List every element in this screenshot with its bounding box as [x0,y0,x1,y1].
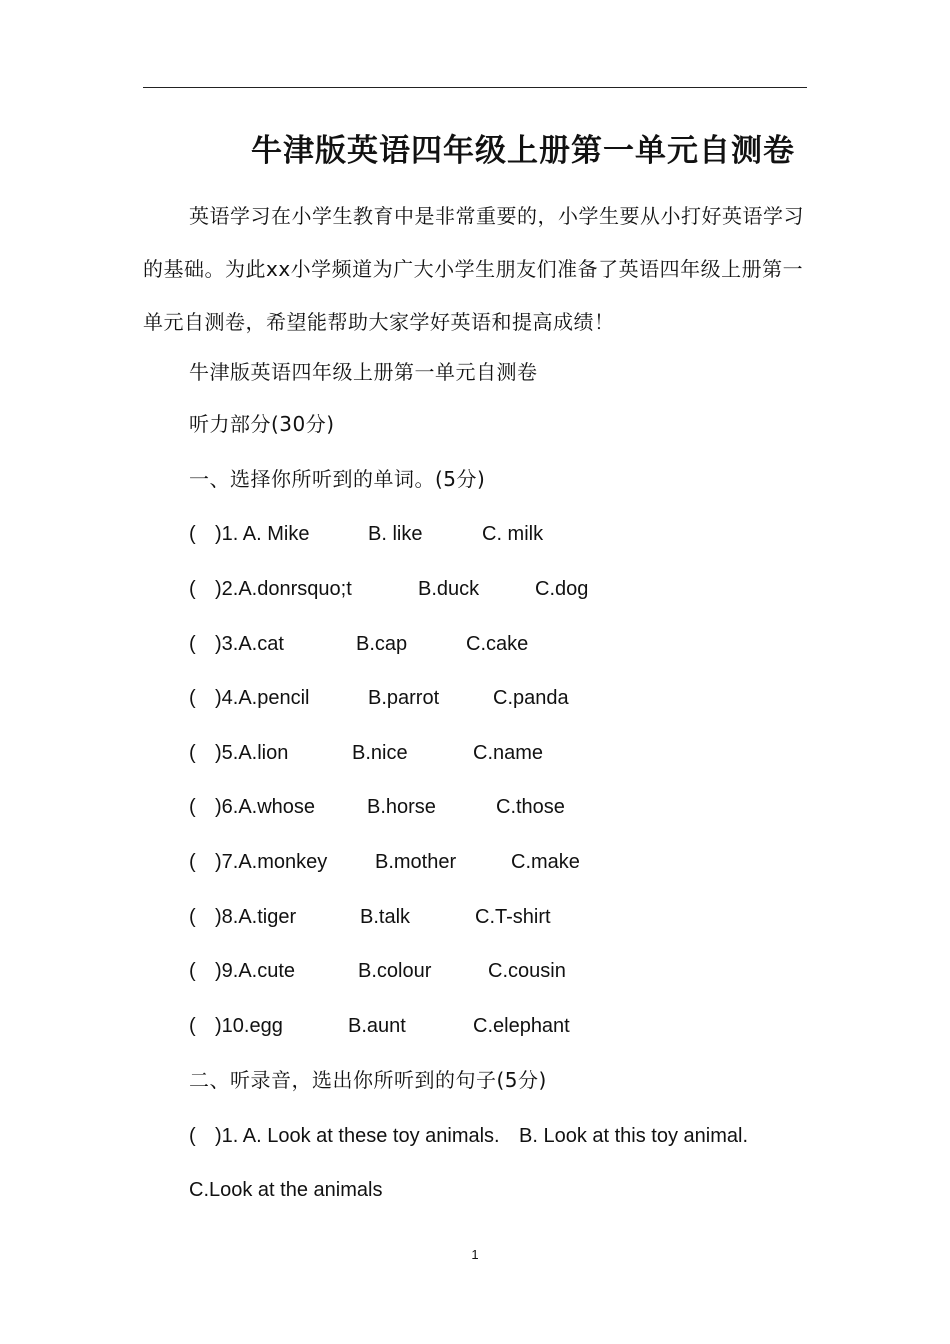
option-c: C.Look at the animals [189,1179,383,1201]
subtitle: 牛津版英语四年级上册第一单元自测卷 [189,360,538,384]
option-c: C.dog [535,578,589,600]
option-a: )5.A.lion [215,742,289,764]
option-a: )7.A.monkey [215,851,328,873]
intro-paragraph: 英语学习在小学生教育中是非常重要的，小学生要从小打好英语学习的基础。为此xx小学频道为广大小学生朋友们准备了英语四年级上册第一单元自测卷，希望能帮助大家学好英语和提高成绩！ [143,204,804,334]
option-b: B.nice [352,742,408,764]
answer-paren: ( [189,578,196,600]
option-a: )1. A. Mike [215,523,310,545]
option-c: C.those [496,796,565,818]
answer-paren: ( [189,851,196,873]
answer-paren: ( [189,1125,196,1147]
answer-paren: ( [189,687,196,709]
section2-heading: 二、听录音，选出你所听到的句子(5分) [189,1068,547,1092]
option-b: B.horse [367,796,436,818]
header-rule [143,87,807,88]
option-b: B.mother [375,851,457,873]
option-b: B.colour [358,960,432,982]
option-c: C.elephant [473,1015,570,1037]
answer-paren: ( [189,633,196,655]
option-c: C.make [511,851,580,873]
option-c: C.panda [493,687,569,709]
option-a: )2.A.donrsquo;t [215,578,352,600]
answer-paren: ( [189,1015,196,1037]
option-c: C.T-shirt [475,906,551,928]
option-b: B.aunt [348,1015,406,1037]
section1-heading: 一、选择你所听到的单词。(5分) [189,467,486,491]
option-b: B. Look at this toy animal. [519,1125,749,1147]
answer-paren: ( [189,906,196,928]
document-title: 牛津版英语四年级上册第一单元自测卷 [251,133,795,169]
page-number: 1 [471,1247,479,1262]
option-a: )9.A.cute [215,960,296,982]
option-c: C.name [473,742,544,764]
option-a: )3.A.cat [215,633,284,655]
option-b: B.duck [418,578,480,600]
option-b: B.talk [360,906,411,928]
option-c: C.cake [466,633,529,655]
listening-heading: 听力部分(30分) [189,412,335,436]
answer-paren: ( [189,796,196,818]
option-b: B.parrot [368,687,440,709]
answer-paren: ( [189,742,196,764]
option-a: )1. A. Look at these toy animals. [215,1125,500,1147]
answer-paren: ( [189,960,196,982]
option-a: )8.A.tiger [215,906,297,928]
option-a: )6.A.whose [215,796,316,818]
answer-paren: ( [189,523,196,545]
option-a: )10.egg [215,1015,283,1037]
option-a: )4.A.pencil [215,687,310,709]
option-b: B.cap [356,633,408,655]
option-b: B. like [368,523,423,545]
option-c: C.cousin [488,960,566,982]
option-c: C. milk [482,523,544,545]
